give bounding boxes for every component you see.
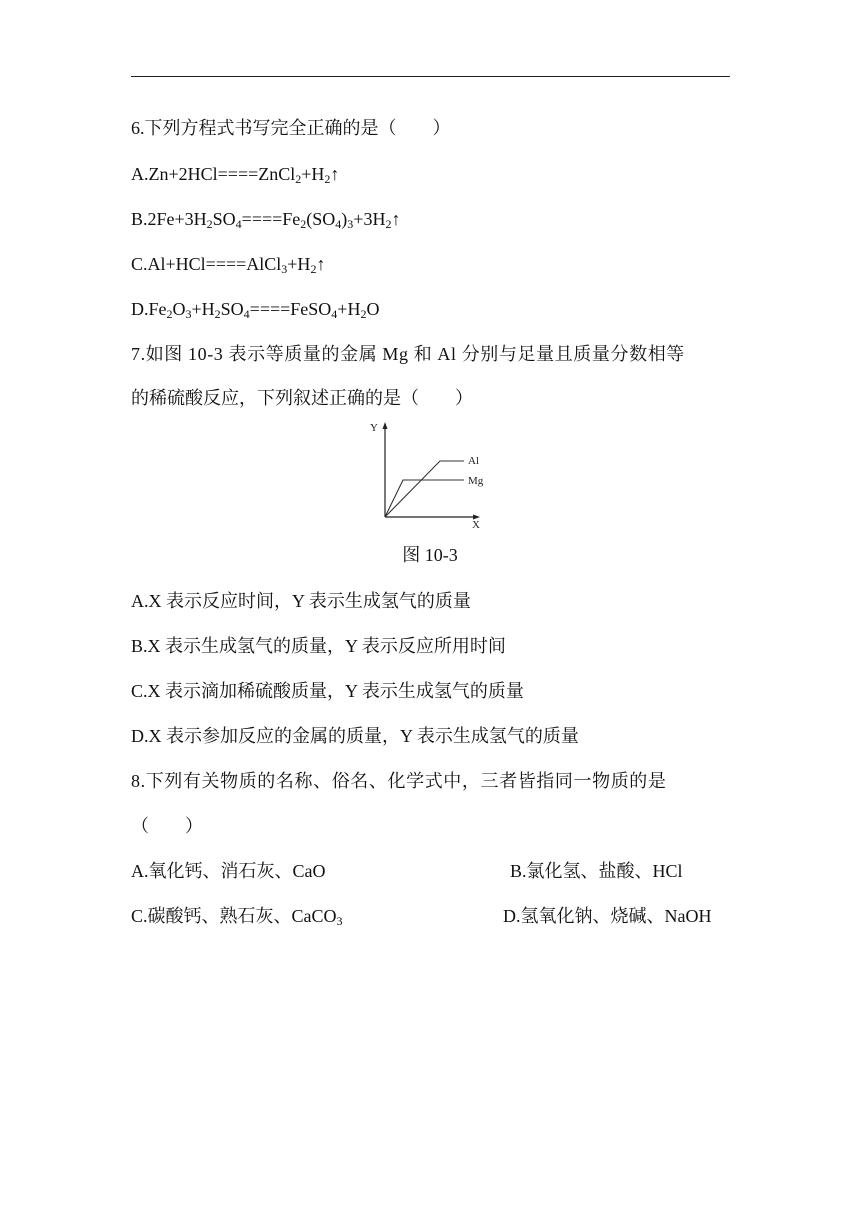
- q6-option-a: $A.Zn+2HCl====ZnCl_2+H_2↑$: [131, 164, 340, 186]
- q8-option-b: B.氯化氢、盐酸、HCl: [510, 861, 683, 881]
- q6-option-c: $C.Al+HCl====AlCl_3+H_2↑$: [131, 254, 326, 276]
- q7-stem-line2: 的稀硫酸反应，下列叙述正确的是（ ）: [131, 388, 473, 408]
- q8-option-c: C.碳酸钙、熟石灰、CaCO$_3$: [131, 906, 343, 928]
- q8-option-a: A.氧化钙、消石灰、CaO: [131, 861, 326, 881]
- header-rule: [131, 76, 730, 77]
- q6-option-d: $D.Fe_2O_3+H_2SO_4====FeSO_4+H_2O$: [131, 299, 380, 321]
- x-axis-label: X: [472, 519, 480, 531]
- mg-curve-label: Mg: [468, 475, 484, 487]
- y-axis-arrow: [383, 422, 388, 429]
- q7-option-b: B.X 表示生成氢气的质量，Y 表示反应所用时间: [131, 636, 506, 656]
- q8-stem-line2: （ ）: [131, 816, 203, 836]
- y-axis-label: Y: [370, 422, 378, 434]
- al-curve-label: Al: [468, 455, 479, 467]
- q7-option-d: D.X 表示参加反应的金属的质量，Y 表示生成氢气的质量: [131, 726, 579, 746]
- al-curve: [385, 461, 464, 517]
- q7-stem-line1: 7.如图 10-3 表示等质量的金属 Mg 和 Al 分别与足量且质量分数相等: [131, 344, 685, 364]
- q8-stem-line1: 8.下列有关物质的名称、俗名、化学式中，三者皆指同一物质的是: [131, 771, 667, 791]
- figure-caption: 图 10-3: [402, 545, 458, 565]
- reaction-graph-svg: [366, 420, 496, 536]
- q6-option-b: $B.2Fe+3H_2SO_4====Fe_2(SO_4)_3+3H_2↑$: [131, 209, 401, 231]
- reaction-graph: [366, 420, 496, 536]
- q7-option-c: C.X 表示滴加稀硫酸质量，Y 表示生成氢气的质量: [131, 681, 524, 701]
- q8-option-d: D.氢氧化钠、烧碱、NaOH: [503, 906, 712, 926]
- mg-curve: [385, 480, 464, 517]
- q7-option-a: A.X 表示反应时间，Y 表示生成氢气的质量: [131, 591, 471, 611]
- q6-stem: 6.下列方程式书写完全正确的是（ ）: [131, 118, 451, 138]
